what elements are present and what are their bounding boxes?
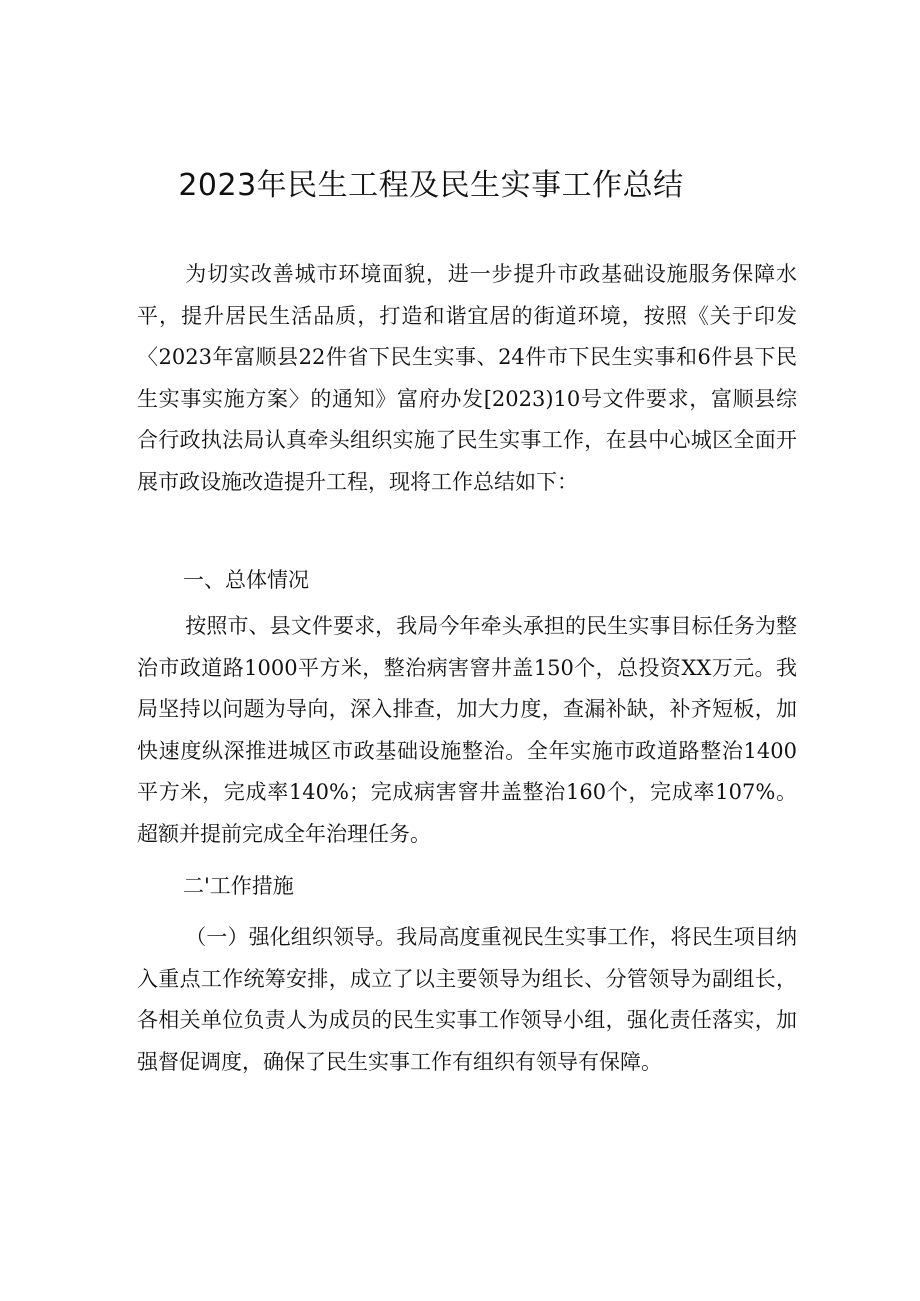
overview-paragraph: 按照市、县文件要求，我局今年牵头承担的民生实事目标任务为整治市政道路1000平方米，整治病害窨井盖150个，总投资XX万元。我局坚持以问题为导向，深入排查，加大力度，查漏补缺，补齐短板，加快速度纵深推进城区市政基础设施整治。全年实施市政道路整治1400平方米，完成率140%；完成病害窨井盖整治160个，完成率107%。超额并提前完成全年治理任务。 [137,614,797,846]
measures-paragraph: （一）强化组织领导。我局高度重视民生实事工作，将民生项目纳入重点工作统筹安排，成立了以主要领导为组长、分管领导为副组长，各相关单位负责人为成员的民生实事工作领导小组，强化责任落实，加强督促调度，确保了民生实事工作有组织有领导有保障。 [137,925,797,1074]
section-heading-overview: 一、总体情况 [183,568,309,592]
document-title: 2023年民生工程及民生实事工作总结 [178,168,684,203]
section-heading-measures: 二'工作措施 [183,874,294,898]
intro-paragraph: 为切实改善城市环境面貌，进一步提升市政基础设施服务保障水平，提升居民生活品质，打造和谐宜居的街道环境，按照《关于印发〈2023年富顺县22件省下民生实事、24件市下民生实事和6件县下民生实事实施方案〉的通知》富府办发[2023)10号文件要求，富顺县综合行政执法局认真牵头组织实施了民生实事工作，在县中心城区全面开展市政设施改造提升工程，现将工作总结如下： [137,262,797,494]
